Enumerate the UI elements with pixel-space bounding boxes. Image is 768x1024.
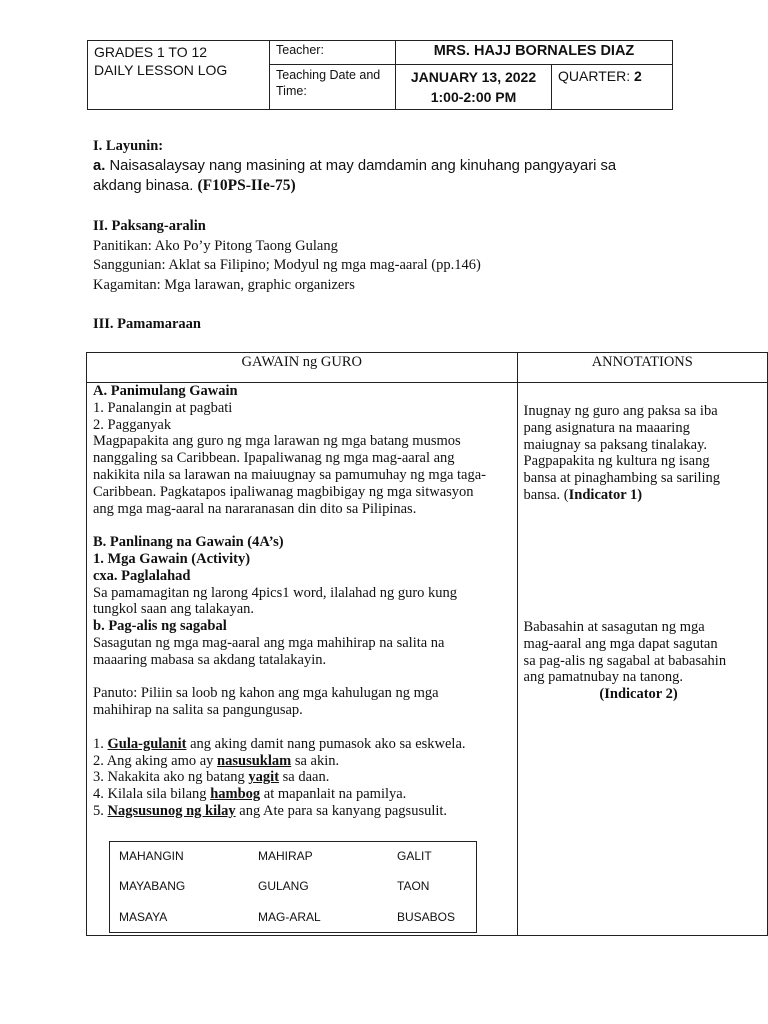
paksang-aralin-line: Panitikan: Ako Po’y Pitong Taong Gulang — [93, 237, 338, 254]
teaching-time: 1:00-2:00 PM — [430, 89, 517, 105]
section-a-item: 2. Pagganyak — [93, 416, 172, 433]
date-time-cell — [396, 65, 552, 110]
word-choice: GULANG — [258, 879, 309, 893]
sentence-item: 2. Ang aking amo ay nasusuklam sa akin. — [93, 752, 340, 769]
annotation-line: Inugnay ng guro ang paksa sa iba — [523, 403, 718, 419]
paglalahad-line: Sa pamamagitan ng larong 4pics1 word, ilalahad ng guro kung — [93, 584, 458, 601]
section-a-title: A. Panimulang Gawain — [93, 383, 238, 399]
annotation-line: maiugnay sa paksang tinalakay. — [523, 436, 708, 453]
sagabal-line: Sasagutan ng mga mag-aaral ang mga mahihirap na salita na — [93, 634, 445, 651]
section-b-sub-sagabal: b. Pag-alis ng sagabal — [93, 618, 227, 635]
annotations-cell — [517, 383, 767, 936]
section-a-item: 1. Panalangin at pagbati — [93, 399, 233, 416]
annotation-line: Pagpapakita ng kultura ng isang — [523, 453, 710, 470]
objective-text: Naisasalaysay nang masining at may damdamin ang kinuhang pangyayari sa akdang binasa. — [93, 157, 617, 194]
word-row — [119, 878, 476, 894]
annotation-1 — [524, 403, 754, 504]
difficult-word: nasusuklam — [217, 752, 292, 769]
layunin-section — [93, 137, 653, 197]
layunin-title: I. Layunin: — [93, 138, 164, 154]
sagabal-line: maaaring mabasa sa akdang tatalakayin. — [93, 651, 327, 668]
difficult-word: hambog — [210, 786, 261, 803]
pamamaraan-title: III. Pamamaraan — [93, 316, 201, 332]
quarter-value: 2 — [633, 68, 642, 84]
paglalahad-line: tungkol saan ang talakayan. — [93, 601, 255, 618]
section-b-sub-paglalahad: cxa. Paglalahad — [93, 567, 191, 584]
quarter-label: QUARTER: — [558, 68, 631, 84]
col-header-gawain: GAWAIN ng GURO — [87, 353, 518, 383]
section-a-paragraph-line: Magpapakita ang guro ng mga larawan ng mga batang musmos — [93, 433, 461, 450]
panuto-line: mahihirap na salita sa pangungusap. — [93, 702, 303, 719]
word-row — [119, 909, 476, 925]
annotation-line: pang asignatura na maaaring — [523, 419, 690, 436]
grades-cell — [88, 41, 270, 110]
paksang-aralin-section — [93, 217, 481, 296]
word-choice: TAON — [397, 879, 430, 893]
teaching-date: JANUARY 13, 2022 — [410, 69, 537, 85]
lesson-log-header — [87, 40, 673, 110]
competency-code: (F10PS-IIe-75) — [197, 177, 296, 194]
word-choice: MAHIRAP — [258, 849, 313, 863]
paksang-aralin-line: Sanggunian: Aklat sa Filipino; Modyul ng mga mag-aaral (pp.146) — [93, 257, 481, 274]
annotation-line: Babasahin at sasagutan ng mga — [523, 619, 705, 635]
section-a-paragraph-line: nanggaling sa Caribbean. Ipapaliwanag ng mga mag-aaral ang — [93, 450, 455, 467]
word-choice: GALIT — [397, 849, 432, 863]
pamamaraan-section — [93, 315, 201, 335]
paksang-aralin-line: Kagamitan: Mga larawan, graphic organizers — [93, 277, 355, 294]
teacher-name: MRS. HAJJ BORNALES DIAZ — [396, 41, 673, 65]
section-a-paragraph-line: nakikita nila sa larawan na maiuugnay sa pamumuhay ng mga taga- — [93, 466, 486, 483]
paksang-aralin-title: II. Paksang-aralin — [93, 218, 206, 234]
indicator-1: Indicator 1) — [568, 486, 643, 503]
objective-prefix: a. — [93, 157, 106, 174]
sentence-item: 1. Gula-gulanit ang aking damit nang pumasok ako sa eskwela. — [93, 735, 466, 752]
grades-label: GRADES 1 TO 12 — [94, 44, 208, 60]
gawain-cell — [87, 383, 518, 936]
word-choice: MAG-ARAL — [258, 910, 321, 924]
section-b-sub-activity: 1. Mga Gawain (Activity) — [93, 550, 251, 567]
word-choice-box — [109, 841, 477, 933]
sentence-item: 5. Nagsusunog ng kilay ang Ate para sa kanyang pagsusulit. — [93, 802, 448, 819]
annotation-line: bansa. (Indicator 1) — [523, 486, 643, 503]
sentence-item: 4. Kilala sila bilang hambog at mapanlait na pamilya. — [93, 786, 407, 803]
section-a-paragraph-line: ang mga mag-aaral na nararanasan din dito sa Pilipinas. — [93, 500, 417, 517]
annotation-2 — [524, 619, 754, 703]
teacher-label: Teacher: — [270, 41, 396, 65]
indicator-2: (Indicator 2) — [599, 686, 678, 703]
sentence-item: 3. Nakakita ako ng batang yagit sa daan. — [93, 769, 330, 786]
section-a-paragraph-line: Caribbean. Pagkatapos ipaliwanag magbibigay ng mga sitwasyon — [93, 483, 474, 500]
procedure-table — [86, 352, 768, 936]
annotation-line: ang pamatnubay na tanong. — [523, 669, 683, 686]
word-choice: MASAYA — [119, 910, 168, 924]
word-choice: BUSABOS — [397, 910, 456, 924]
date-time-label: Teaching Date and Time: — [270, 65, 396, 110]
word-choice: MAHANGIN — [119, 849, 184, 863]
quarter-cell — [552, 65, 673, 110]
layunin-objective — [93, 157, 653, 197]
word-choice: MAYABANG — [119, 879, 186, 893]
difficult-word: Nagsusunog ng kilay — [107, 802, 236, 819]
difficult-word: Gula-gulanit — [107, 735, 187, 752]
difficult-word: yagit — [248, 769, 280, 786]
col-header-annotations: ANNOTATIONS — [517, 353, 767, 383]
annotation-line: mag-aaral ang mga dapat sagutan — [523, 635, 718, 652]
annotation-line: sa pag-alis ng sagabal at babasahin — [523, 652, 727, 669]
log-label: DAILY LESSON LOG — [94, 62, 228, 78]
section-b-title: B. Panlinang na Gawain (4A’s) — [93, 534, 284, 551]
panuto-line: Panuto: Piliin sa loob ng kahon ang mga kahulugan ng mga — [93, 685, 439, 702]
annotation-line: bansa at pinaghambing sa sariling — [523, 470, 721, 487]
word-row — [119, 848, 476, 864]
